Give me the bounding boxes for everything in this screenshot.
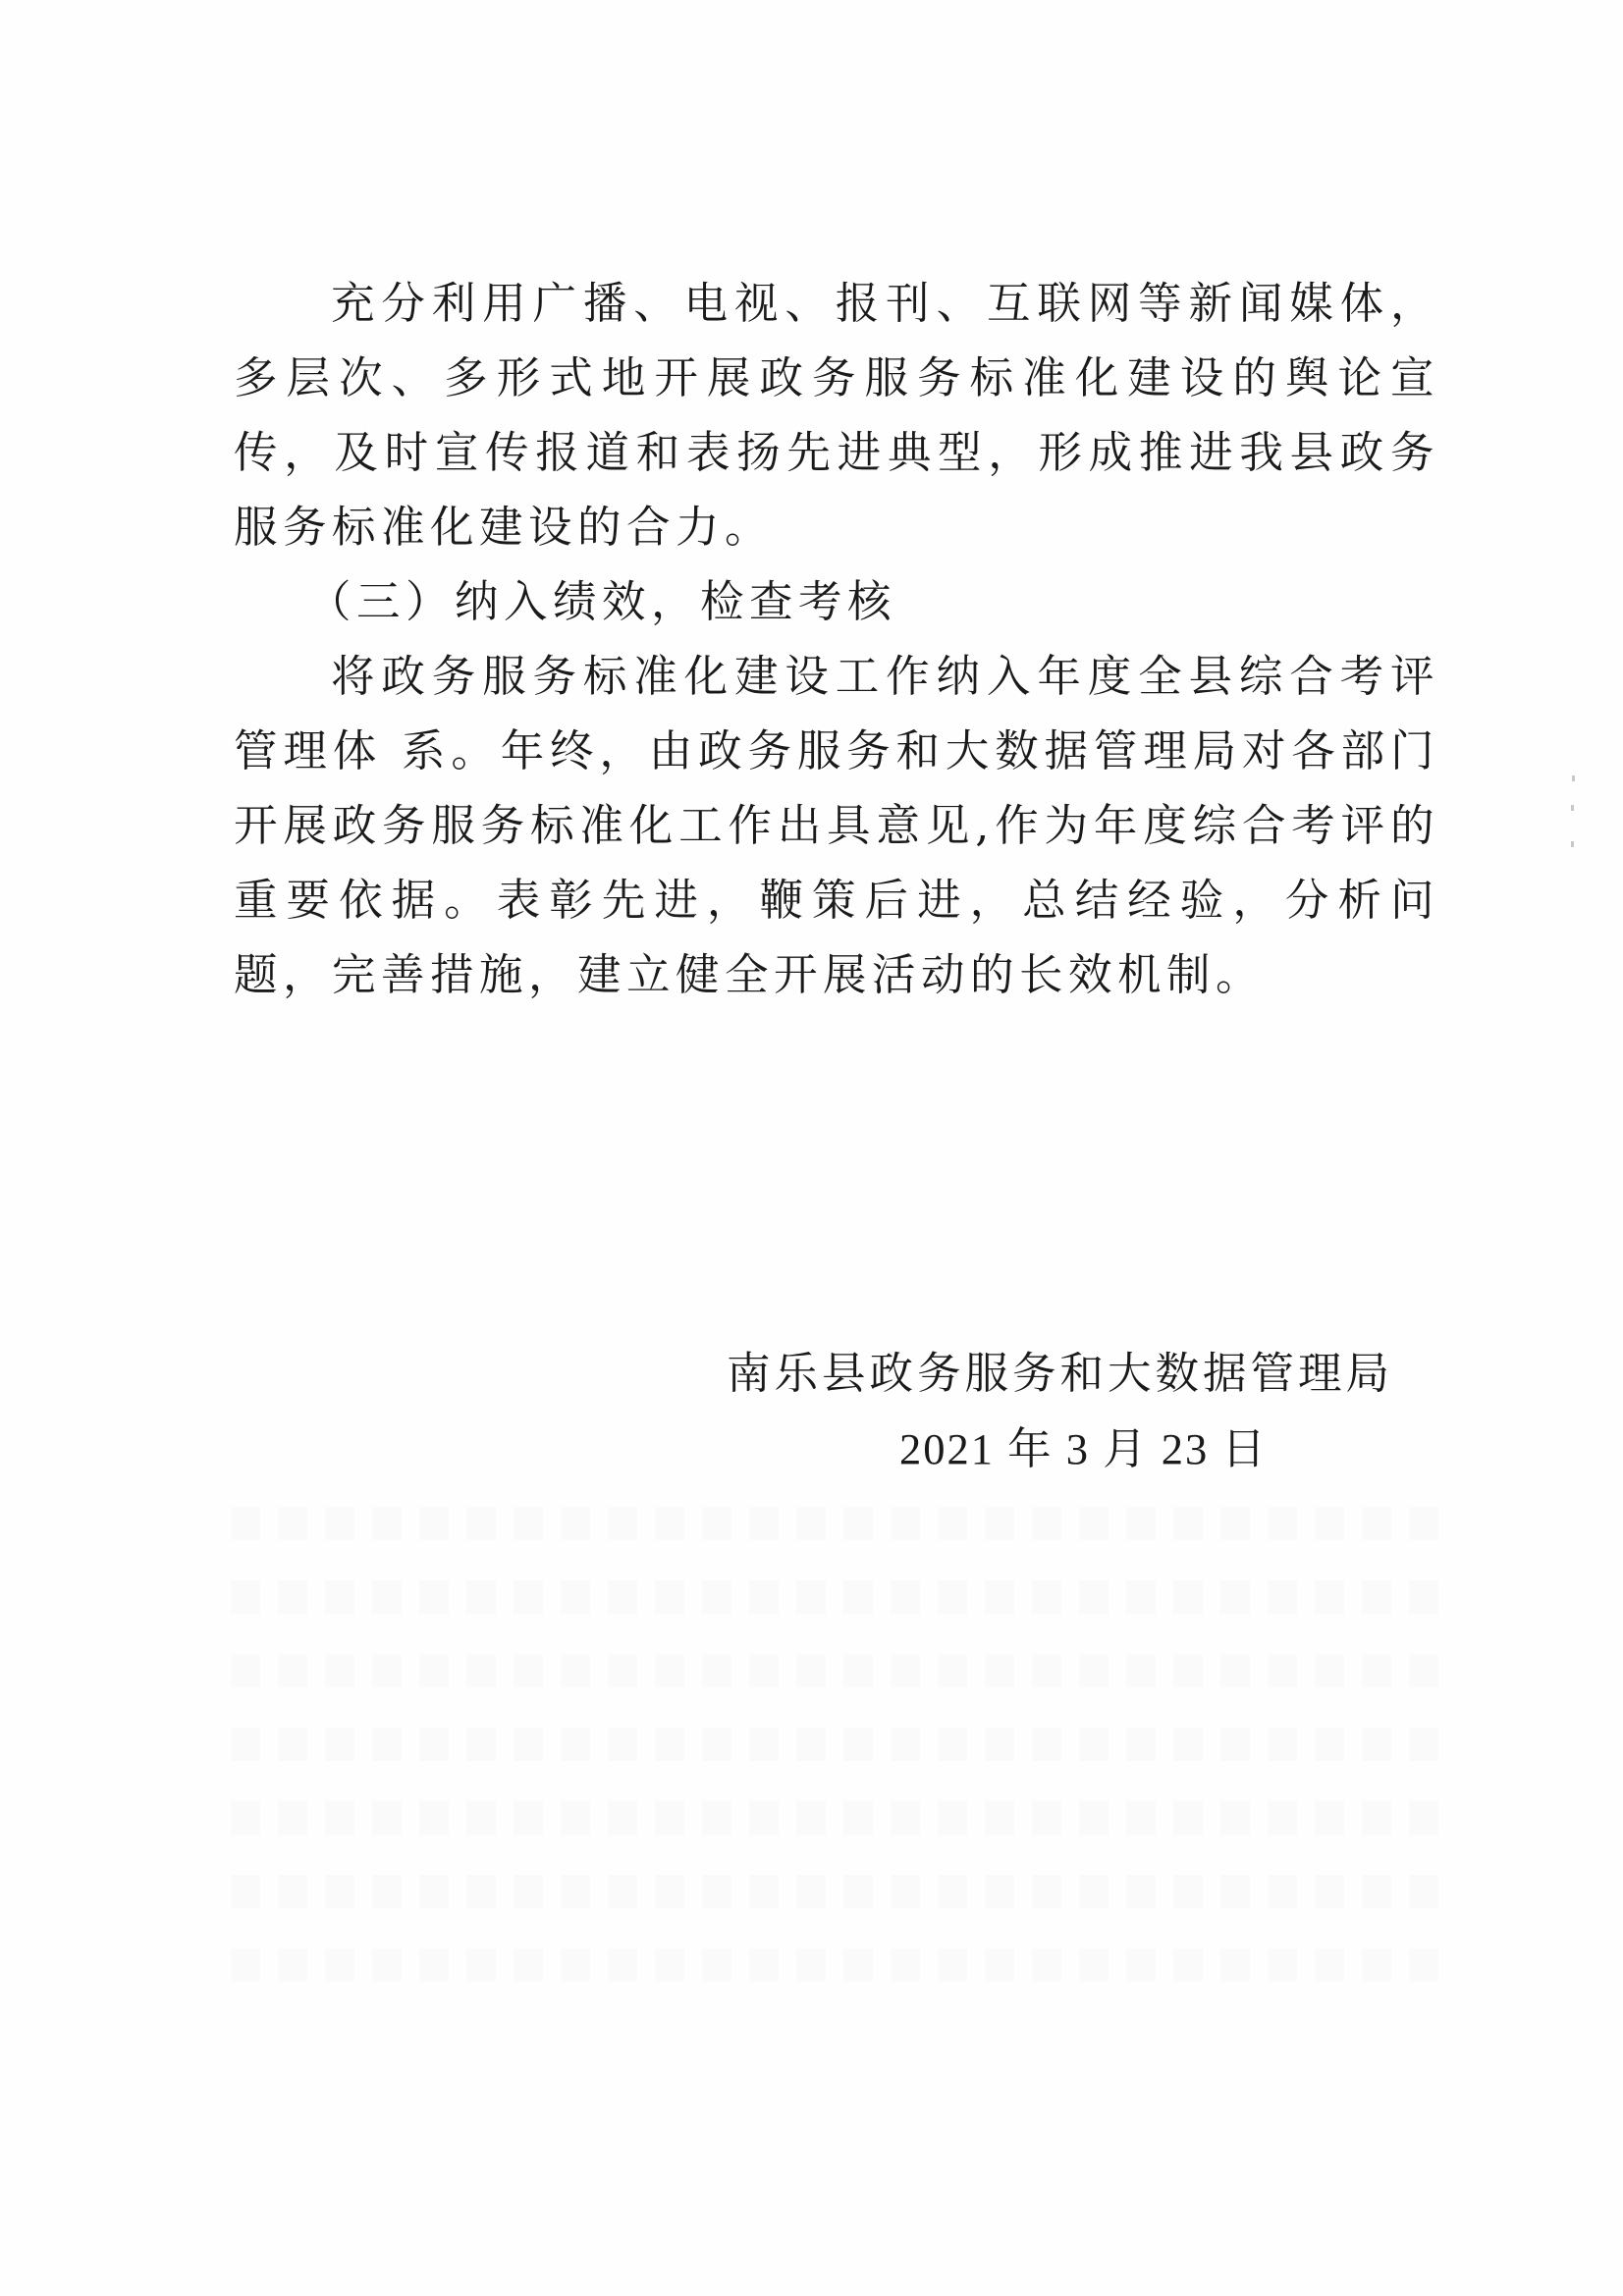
section-heading-performance-review: （三）纳入绩效，检查考核: [307, 577, 897, 627]
bleed-through-line: [231, 1875, 1438, 1908]
scan-margin-mark: [1571, 805, 1574, 811]
issuer-signature: 南乐县政务服务和大数据管理局: [727, 1349, 1394, 1399]
bleed-through-line: [231, 1507, 1438, 1540]
scan-margin-mark: [1571, 841, 1574, 847]
bleed-through-line: [231, 1949, 1438, 1982]
bleed-through-line: [231, 1654, 1438, 1687]
bleed-through-line: [231, 1801, 1438, 1835]
document-body: [234, 267, 1439, 1013]
issue-date: 2021 年 3 月 23 日: [899, 1424, 1268, 1473]
scan-margin-mark: [1572, 775, 1575, 781]
bleed-through-line: [231, 1580, 1438, 1614]
paragraph-media-publicity: 充分利用广播、电视、报刊、互联网等新闻媒体，多层次、多形式地开展政务服务标准化建设的舆论宣传，及时宣传报道和表扬先进典型，形成推进我县政务服务标准化建设的合力。: [234, 279, 1439, 553]
paragraph-performance-review: 将政务服务标准化建设工作纳入年度全县综合考评管理体 系。年终，由政务服务和大数据管理局对各部门开展政务服务标准化工作出具意见,作为年度综合考评的重要依据。表彰先进，鞭策后进，总结经验，分析问题，完善措施，建立健全开展活动的长效机制。: [234, 652, 1439, 1000]
bleed-through-line: [231, 1728, 1438, 1761]
